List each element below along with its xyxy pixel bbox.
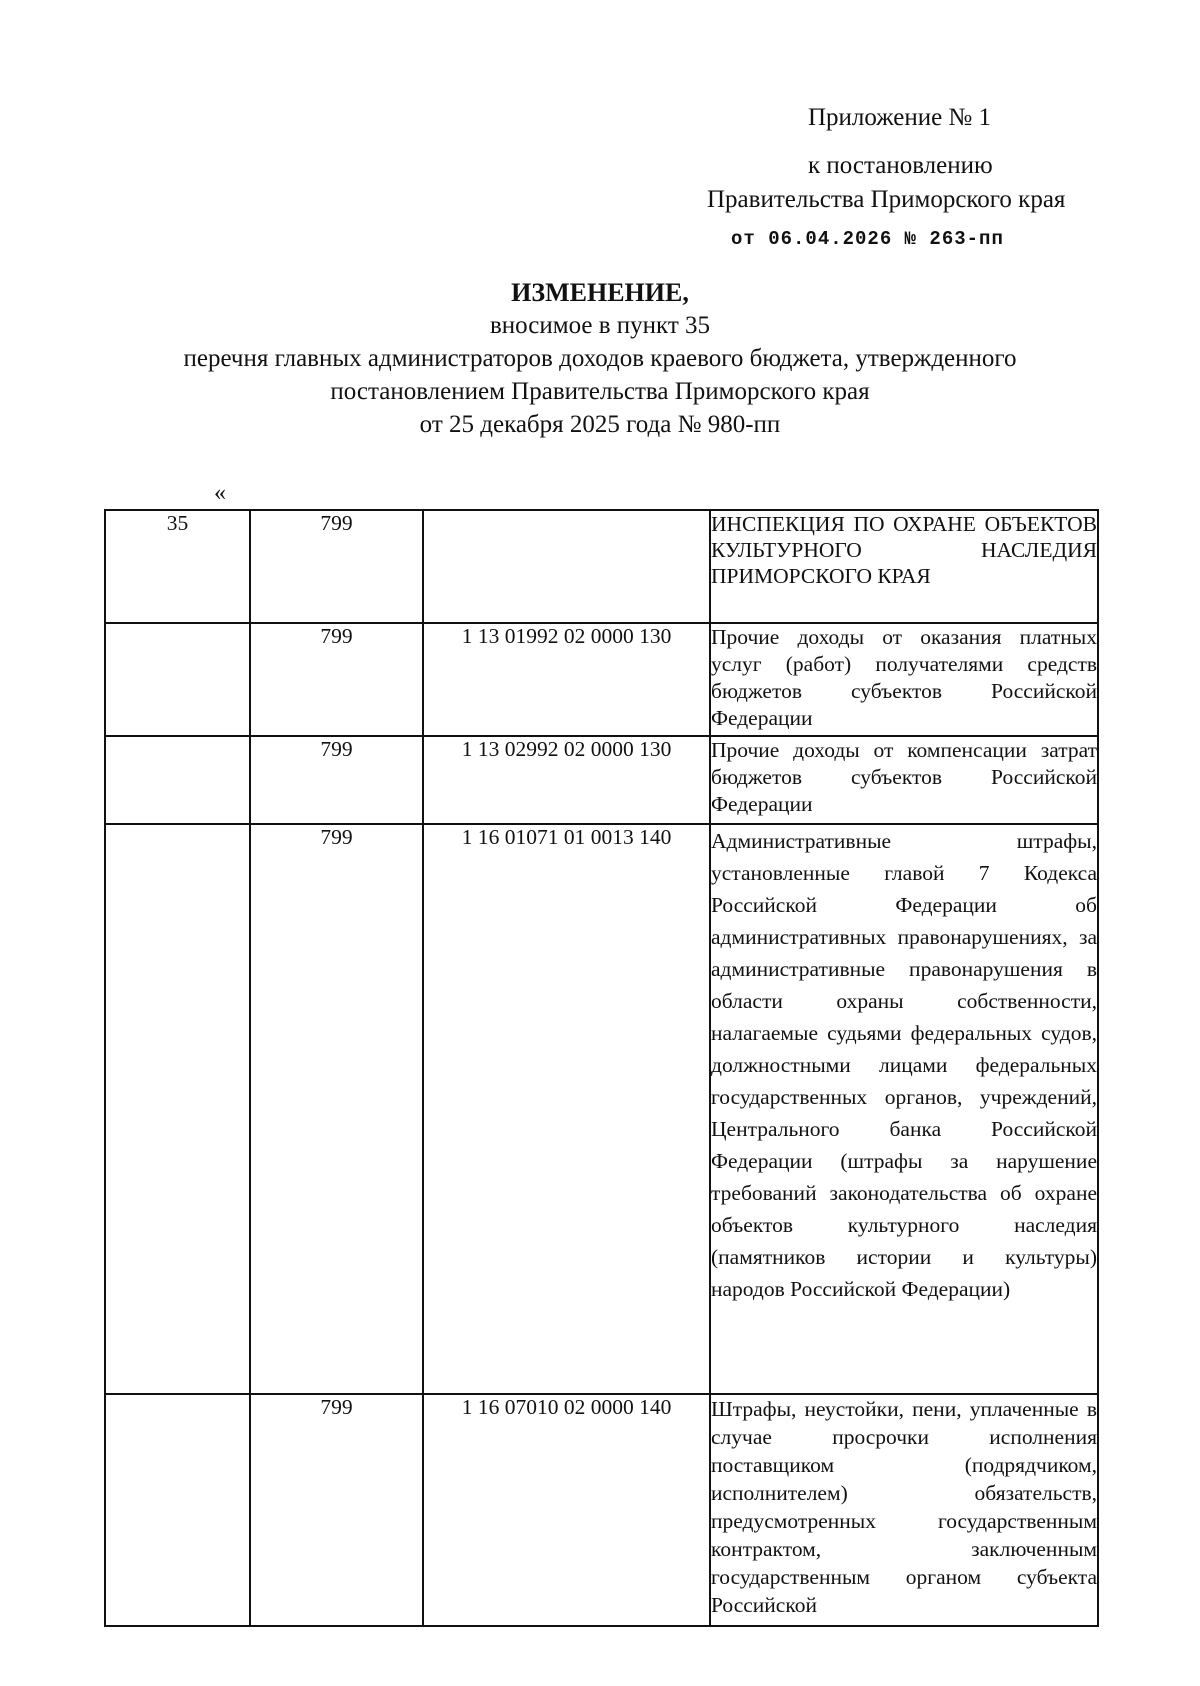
title-line-2: перечня главных администраторов доходов краевого бюджета, утвержденного: [183, 345, 1017, 372]
resolution-date-number-stamp: от 06.04.2026 № 263-пп: [731, 228, 1004, 250]
admin-code-cell: 799: [250, 623, 423, 736]
admin-code-cell: 799: [250, 736, 423, 824]
revenue-name-cell: Прочие доходы от компенсации затрат бюджетов субъектов Российской Федерации: [710, 736, 1098, 824]
admin-code-cell: 799: [250, 1394, 423, 1626]
government-name: Правительства Приморского края: [707, 186, 1066, 213]
table-row: [105, 1394, 1098, 1626]
administrators-table: [104, 509, 1099, 1627]
title-heading: ИЗМЕНЕНИЕ,: [511, 278, 689, 307]
table-row: [105, 510, 1098, 623]
title-line-1: вносимое в пункт 35: [489, 312, 711, 339]
table-row: [105, 824, 1098, 1394]
revenue-name-cell: Штрафы, неустойки, пени, уплаченные в случае просрочки исполнения поставщиком (подрядчиком, исполнителем) обязательств, предусмотренных государственным контрактом, заключенным государственным органом субъекта Российской: [710, 1394, 1098, 1626]
title-line-4: от 25 декабря 2025 года № 980-пп: [419, 411, 781, 438]
row-number-cell: 35: [105, 510, 250, 623]
table-row: [105, 736, 1098, 824]
admin-code-cell: 799: [250, 510, 423, 623]
row-number-cell: [105, 824, 250, 1394]
resolution-reference: к постановлению: [808, 152, 993, 179]
revenue-name-cell: Прочие доходы от оказания платных услуг (работ) получателями средств бюджетов субъектов Российской Федерации: [710, 623, 1098, 736]
title-line-3: постановлением Правительства Приморского края: [330, 378, 870, 405]
revenue-code-cell: 1 13 02992 02 0000 130: [423, 736, 710, 824]
revenue-code-cell: 1 16 07010 02 0000 140: [423, 1394, 710, 1626]
revenue-code-cell: 1 13 01992 02 0000 130: [423, 623, 710, 736]
admin-code-cell: 799: [250, 824, 423, 1394]
row-number-cell: [105, 736, 250, 824]
appendix-number: Приложение № 1: [808, 104, 992, 131]
opening-quote-mark: «: [214, 480, 226, 506]
document-title: [100, 276, 1100, 441]
revenue-code-cell: [423, 510, 710, 623]
revenue-name-cell: Административные штрафы, установленные главой 7 Кодекса Российской Федерации об административных правонарушениях, за административные правонарушения в области охраны собственности, налагаемые судьями федеральных судов, должностными лицами федеральных государственных органов, учреждений, Центрального банка Российской Федерации (штрафы за нарушение требований законодательства об охране объектов культурного наследия (памятников истории и культуры) народов Российской Федерации): [710, 824, 1098, 1394]
revenue-name-cell: ИНСПЕКЦИЯ ПО ОХРАНЕ ОБЪЕКТОВ КУЛЬТУРНОГО НАСЛЕДИЯ ПРИМОРСКОГО КРАЯ: [710, 510, 1098, 623]
row-number-cell: [105, 623, 250, 736]
revenue-code-cell: 1 16 01071 01 0013 140: [423, 824, 710, 1394]
table-row: [105, 623, 1098, 736]
row-number-cell: [105, 1394, 250, 1626]
